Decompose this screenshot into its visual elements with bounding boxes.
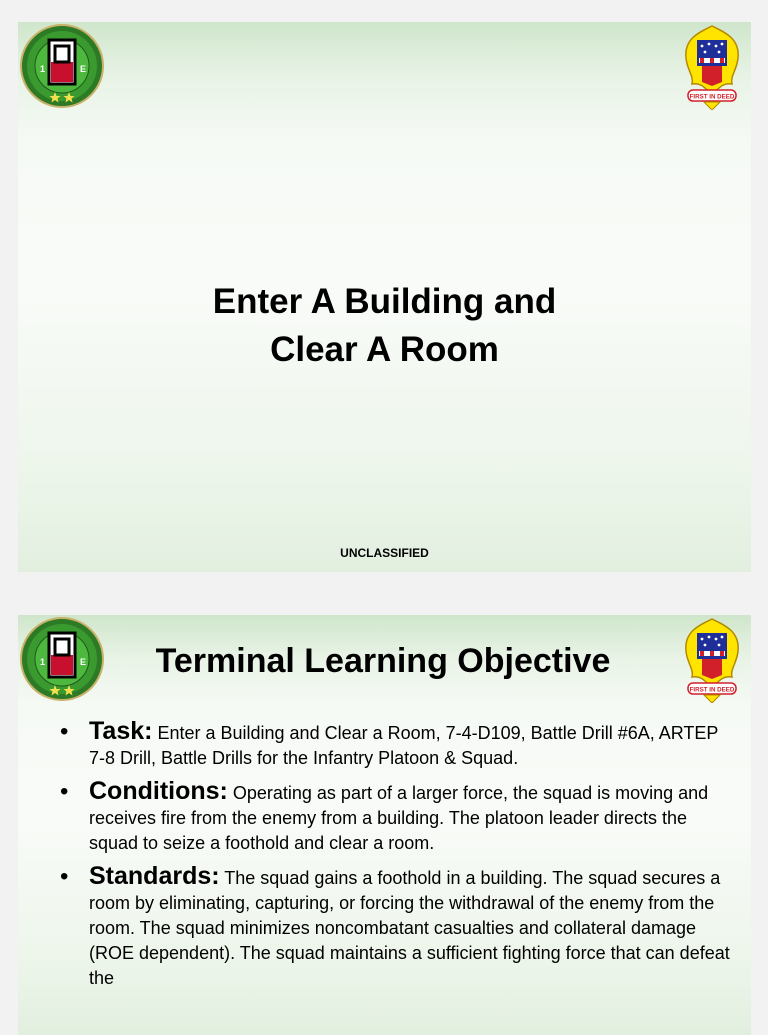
bullet-label: Task: <box>89 717 153 745</box>
emblem-right-mark: E <box>80 64 87 74</box>
emblem-left-mark: 1 <box>40 64 46 74</box>
title-slide <box>18 22 751 572</box>
bullet-task <box>60 719 730 771</box>
emblem-left-mark: 1 <box>40 657 46 667</box>
bullet-label: Standards: <box>89 862 220 890</box>
bullet-label: Conditions: <box>89 777 228 805</box>
bullet-conditions <box>60 779 730 856</box>
bullet-dot-icon: • <box>60 718 69 745</box>
slide-title-line-2: Clear A Room <box>270 330 499 369</box>
regimental-crest-icon <box>682 24 742 110</box>
slide-title <box>18 278 751 374</box>
bullet-text: Operating as part of a larger force, the squad is moving and receives fire from the enemy from a building. The platoon leader directs the squad to seize a foothold and clear a room. <box>89 783 709 853</box>
objective-slide <box>18 615 751 1035</box>
objective-list <box>60 719 730 999</box>
regimental-crest-icon <box>682 617 742 703</box>
bullet-text: Enter a Building and Clear a Room, 7-4-D109, Battle Drill #6A, ARTEP 7-8 Drill, Battle Drills for the Infantry Platoon & Squad. <box>89 723 719 768</box>
classification-label: UNCLASSIFIED <box>340 546 429 560</box>
division-emblem-icon <box>20 617 104 701</box>
slide-title-line-1: Enter A Building and <box>212 282 557 321</box>
crest-motto: FIRST IN DEED <box>689 686 735 694</box>
crest-motto: FIRST IN DEED <box>689 93 735 101</box>
bullet-standards <box>60 864 730 991</box>
bullet-text: The squad gains a foothold in a building. The squad secures a room by eliminating, capturing, or forcing the withdrawal of the enemy from the room. The squad minimizes noncombatant casualties and collateral damage (ROE dependent). The squad maintains a sufficient fighting force that can defeat the <box>89 868 730 988</box>
bullet-dot-icon: • <box>60 863 69 890</box>
slide-title: Terminal Learning Objective <box>155 642 611 680</box>
bullet-dot-icon: • <box>60 778 69 805</box>
emblem-right-mark: E <box>80 657 87 667</box>
division-emblem-icon <box>20 24 104 108</box>
